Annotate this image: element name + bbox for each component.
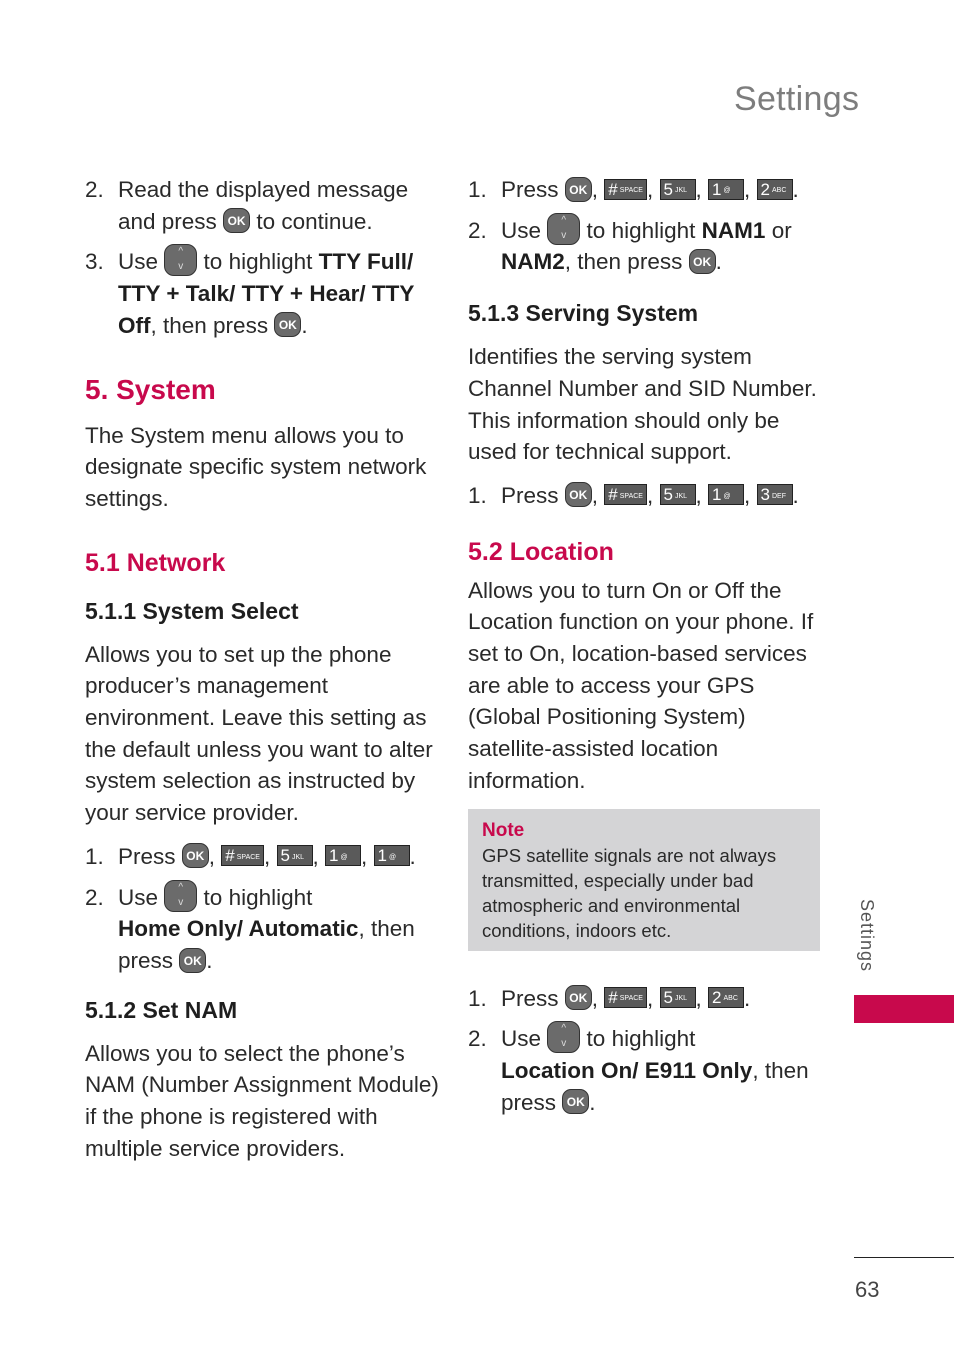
- one-key-icon: 1 @: [374, 845, 410, 866]
- ok-key-icon: OK: [182, 843, 209, 868]
- step-highlight-home: 2. Use ^ v to highlight Home Only/ Automatic, then press OK .: [85, 881, 415, 973]
- step-text: to highlight: [203, 249, 313, 275]
- section-heading-set-nam: 5.1.2 Set NAM: [85, 996, 238, 1023]
- page-number: 63: [855, 1277, 880, 1302]
- ok-key-icon: OK: [274, 312, 301, 337]
- two-key-icon: 2 ABC: [757, 179, 793, 200]
- set-nam-description: Allows you to select the phone’s NAM (Number Assignment Module) if the phone is registered with multiple service providers.: [85, 1040, 439, 1161]
- hash-key-icon: # SPACE: [604, 987, 647, 1008]
- serving-system-steps: [468, 480, 820, 512]
- nam-steps: [468, 174, 820, 278]
- step-press-keys: 1. Press OK , # SPACE , 5 JKL , 2 ABC .: [468, 985, 751, 1011]
- ok-key-icon: OK: [689, 249, 716, 274]
- step-read-message: [85, 174, 445, 237]
- step-text: to continue.: [256, 208, 373, 234]
- tty-steps: [85, 174, 445, 342]
- section-heading-location: 5.2 Location: [468, 537, 614, 566]
- section-heading-system-select: 5.1.1 System Select: [85, 597, 299, 624]
- page-title: Settings: [734, 80, 860, 118]
- note-text: GPS satellite signals are not always transmitted, especially under bad atmospheric and environmental conditions, indoors etc.: [482, 844, 777, 941]
- three-key-icon: 3 DEF: [757, 484, 793, 505]
- note-box: [468, 809, 820, 951]
- section-heading-network: 5.1 Network: [85, 548, 226, 577]
- ok-key-icon: OK: [562, 1089, 589, 1114]
- option-names: TTY Full/ TTY + Talk/ TTY + Hear/ TTY Off: [118, 249, 414, 338]
- ok-key-icon: OK: [565, 177, 592, 202]
- ok-key-icon: OK: [179, 948, 206, 973]
- one-key-icon: 1 @: [325, 845, 361, 866]
- step-press-keys: 1. Press OK , # SPACE , 5 JKL , 1 @ , 1 @ .: [85, 843, 416, 869]
- option-name: NAM1: [701, 217, 766, 243]
- system-select-steps: [85, 841, 445, 977]
- side-tab-marker: [854, 995, 954, 1023]
- one-key-icon: 1 @: [708, 484, 744, 505]
- option-names: Home Only/ Automatic: [118, 916, 359, 942]
- five-key-icon: 5 JKL: [660, 484, 696, 505]
- option-names: Location On/ E911 Only: [501, 1057, 753, 1083]
- step-text: Use: [118, 249, 159, 275]
- note-title: Note: [482, 819, 525, 841]
- step-text: Read the displayed message and press: [118, 177, 409, 234]
- section-heading-system: 5. System: [85, 373, 216, 405]
- two-key-icon: 2 ABC: [708, 987, 744, 1008]
- hash-key-icon: # SPACE: [604, 179, 647, 200]
- location-steps: [468, 983, 820, 1119]
- step-number: 3.: [85, 249, 104, 275]
- right-column: [468, 174, 820, 1127]
- step-highlight-location: 2. Use ^ v to highlight Location On/ E911 Only, then press OK .: [468, 1023, 809, 1115]
- step-press-keys: 1. Press OK , # SPACE , 5 JKL , 1 @ , 3 DEF .: [468, 482, 799, 508]
- location-description: Allows you to turn On or Off the Location function on your phone. If set to On, location-based services are able to access your GPS (Global Positioning System) satellite-assisted location information.: [468, 577, 814, 793]
- step-number: 2.: [85, 177, 104, 202]
- five-key-icon: 5 JKL: [660, 179, 696, 200]
- one-key-icon: 1 @: [708, 179, 744, 200]
- section-heading-serving-system: 5.1.3 Serving System: [468, 300, 699, 327]
- ok-key-icon: OK: [565, 985, 592, 1010]
- option-name: NAM2: [501, 249, 565, 275]
- left-column: [85, 174, 445, 1164]
- hash-key-icon: # SPACE: [604, 484, 647, 505]
- footer-divider: [854, 1257, 954, 1258]
- system-select-description: Allows you to set up the phone producer’s management environment. Leave this setting as the default unless you want to alter system selection as instructed by your service provider.: [85, 641, 433, 826]
- ok-key-icon: OK: [565, 482, 592, 507]
- system-description: The System menu allows you to designate specific system network settings.: [85, 422, 427, 511]
- side-tab-label: Settings: [857, 899, 877, 973]
- step-press-keys: 1. Press OK , # SPACE , 5 JKL , 1 @ , 2 ABC .: [468, 177, 799, 202]
- step-highlight-nam: 2. Use ^ v to highlight NAM1 or NAM2, then press OK .: [468, 214, 792, 275]
- navigation-key-icon: ^ v: [164, 244, 197, 276]
- step-highlight-tty: 3. Use ^ v to highlight TTY Full/ TTY + Talk/ TTY + Hear/ TTY Off, then press OK .: [85, 246, 445, 341]
- hash-key-icon: # SPACE: [221, 845, 264, 866]
- five-key-icon: 5 JKL: [660, 987, 696, 1008]
- five-key-icon: 5 JKL: [277, 845, 313, 866]
- serving-system-description: Identifies the serving system Channel Number and SID Number. This information should only be used for technical support.: [468, 344, 817, 465]
- ok-key-icon: OK: [223, 208, 250, 233]
- navigation-key-icon: ^ v: [164, 880, 197, 912]
- navigation-key-icon: ^ v: [547, 1021, 580, 1053]
- navigation-key-icon: ^ v: [547, 213, 580, 245]
